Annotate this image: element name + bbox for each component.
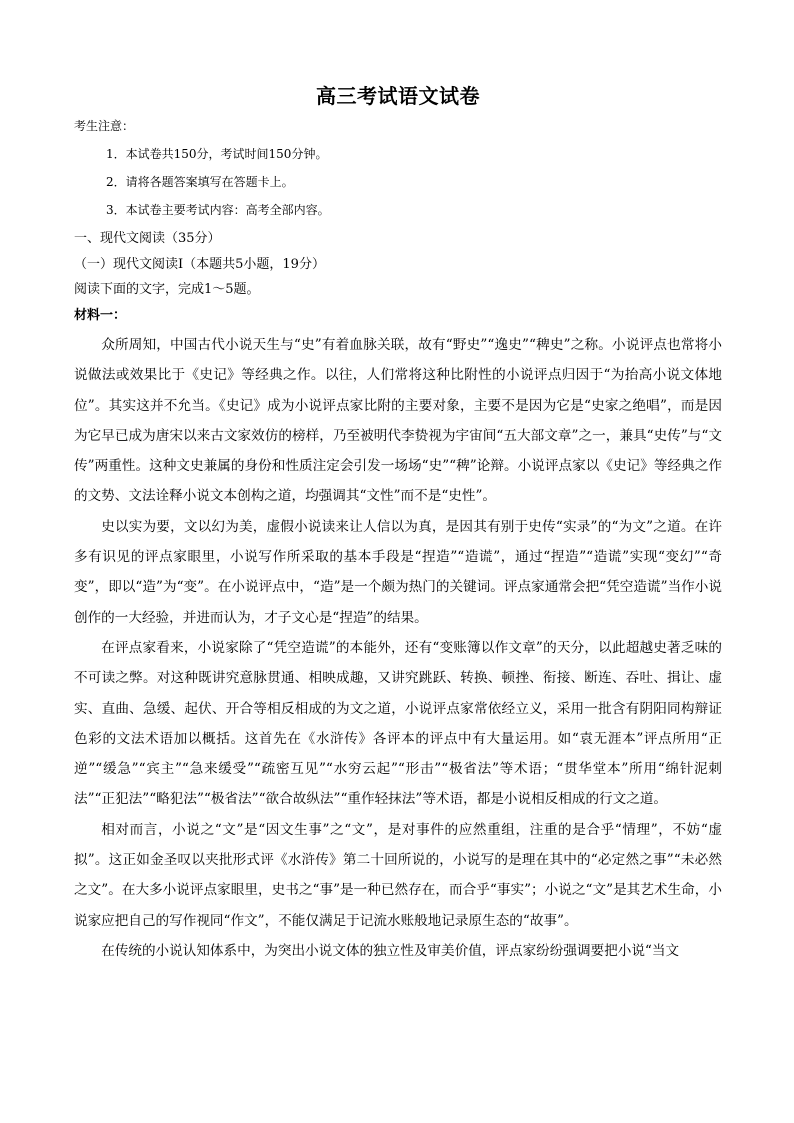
body-paragraph-5: 在传统的小说认知体系中，为突出小说文体的独立性及审美价值，评点家纷纷强调要把小说“当文 <box>101 942 680 959</box>
notice-item-2: 2．请将各题答案填写在答题卡上。 <box>106 175 294 189</box>
reading-instruction: 阅读下面的文字，完成1～5题。 <box>74 282 260 297</box>
exam-title: 高三考试语文试卷 <box>316 84 480 108</box>
exam-page <box>74 82 722 966</box>
notice-label: 考生注意： <box>74 119 135 133</box>
material-label: 材料一： <box>74 307 127 323</box>
body-paragraph-2: 史以实为要，文以幻为美，虚假小说读来让人信以为真，是因其有别于史传“实录”的“为文”之道。在许多有识见的评点家眼里，小说写作所采取的基本手段是“捏造”“造谎”，通过“捏造”“造谎”实现“变幻”“奇变”，即以“造”为“变”。在小说评点中，“造”是一个颇为热门的关键词。评点家通常会把“凭空造谎”当作小说创作的一大经验，并进而认为，才子文心是“捏造”的结果。 <box>74 518 722 626</box>
body-paragraph-1: 众所周知，中国古代小说天生与“史”有着血脉关联，故有“野史”“逸史”“稗史”之称。小说评点也常将小说做法或效果比于《史记》等经典之作。以往，人们常将这种比附性的小说评点归因于“为抬高小说文体地位”。其实这并不允当。《史记》成为小说评点家比附的主要对象，主要不是因为它是“史家之绝唱”，而是因为它早已成为唐宋以来古文家效仿的榜样，乃至被明代李贽视为宇宙间“五大部文章”之一，兼具“史传”与“文传”两重性。这种文史兼属的身份和性质注定会引发一场场“史”“稗”论辩。小说评点家以《史记》等经典之作的文势、文法诠释小说文本创构之道，均强调其“文性”而不是“史性”。 <box>74 337 722 505</box>
body-paragraph-4: 相对而言，小说之“文”是“因文生事”之“文”，是对事件的应然重组，注重的是合乎“情理”，不妨“虚拟”。这正如金圣叹以夹批形式评《水浒传》第二十回所说的，小说写的是理在其中的“必定然之事”“未必然之文”。在大多小说评点家眼里，史书之“事”是一种已然存在，而合乎“事实”；小说之“文”是其艺术生命，小说家应把自己的写作视同“作文”，不能仅满足于记流水账般地记录原生态的“故事”。 <box>74 821 722 929</box>
section-heading: 一、现代文阅读（35分） <box>74 231 221 246</box>
subsection-heading: （一）现代文阅读Ⅰ（本题共5小题，19分） <box>74 256 325 272</box>
notice-item-1: 1．本试卷共150分，考试时间150分钟。 <box>106 147 328 161</box>
body-paragraph-3: 在评点家看来，小说家除了“凭空造谎”的本能外，还有“变账簿以作文章”的天分，以此超越史著乏味的不可读之弊。对这种既讲究意脉贯通、相映成趣，又讲究跳跃、转换、顿挫、衔接、断连、吞吐、揖让、虚实、直曲、急缓、起伏、开合等相反相成的为文之道，小说评点家常依经立义，采用一批含有阴阳同构辩证色彩的文法术语加以概括。这首先在《水浒传》各评本的评点中有大量运用。如“袁无涯本”评点所用“正逆”“缓急”“宾主”“急来缓受”“疏密互见”“水穷云起”“形击”“极省法”等术语；“贯华堂本”所用“绵针泥刺法”“正犯法”“略犯法”“极省法”“欲合故纵法”“重作轻抹法”等术语，都是小说相反相成的行文之道。 <box>74 639 722 808</box>
notice-item-3: 3．本试卷主要考试内容：高考全部内容。 <box>106 203 330 217</box>
